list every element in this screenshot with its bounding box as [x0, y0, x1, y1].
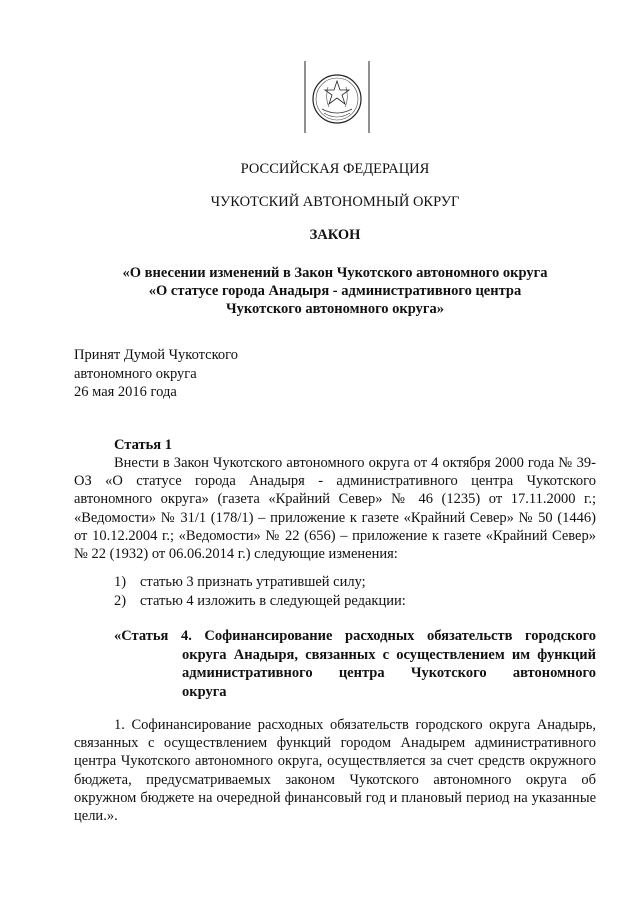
- head-word: «Статья: [114, 628, 169, 644]
- region-heading: ЧУКОТСКИЙ АВТОНОМНЫЙ ОКРУГ: [210, 194, 460, 210]
- list-item-number: 2): [114, 592, 127, 609]
- head-word: расходных: [345, 628, 415, 644]
- country-heading: РОССИЙСКАЯ ФЕДЕРАЦИЯ: [240, 161, 430, 177]
- document-type-heading: ЗАКОН: [309, 227, 361, 243]
- head-word: 4.: [180, 628, 192, 644]
- quoted-article-heading: [114, 627, 596, 701]
- quoted-article-title-body: [182, 646, 596, 702]
- law-title-line-1: «О внесении изменений в Закон Чукотского автономного округа: [122, 265, 548, 281]
- quoted-article-paragraph: [74, 716, 596, 825]
- quoted-article-paragraph-text: 1. Софинансирование расходных обязательств городского округа Анадырь, связанных с осуществлением функций городом Анадырем административного центра Чукотского автономного округа, осуществляется за счет средств окружного бюджета, предусматриваемых законом Чукотского автономного округа об окружном бюджете на очередной финансовый год и плановый период на указанные цели.».: [74, 717, 596, 825]
- adoption-line-2: автономного округа: [74, 365, 197, 382]
- quoted-article-title-line: административного центра Чукотского автономного: [182, 665, 596, 681]
- head-word: городского: [525, 628, 597, 644]
- coat-of-arms-emblem-icon: [300, 57, 374, 137]
- quoted-article-title-line: округа Анадыря, связанных с осуществлением им функций: [182, 646, 596, 663]
- quoted-article-head-line: [114, 627, 596, 646]
- article-1-heading: Статья 1: [114, 437, 172, 453]
- adoption-date: 26 мая 2016 года: [74, 384, 177, 400]
- list-item: [114, 573, 594, 592]
- law-title-line-3: Чукотского автономного округа»: [226, 301, 444, 317]
- article-1-text: [74, 454, 596, 563]
- adoption-note: [74, 346, 374, 402]
- quoted-article-title-line: округа: [182, 683, 227, 700]
- adoption-line-1: Принят Думой Чукотского: [74, 347, 239, 363]
- amendments-list: [114, 573, 594, 610]
- law-title-line-2: «О статусе города Анадыря - административного центра: [148, 283, 522, 299]
- list-item: [114, 592, 594, 611]
- list-item-text: статью 4 изложить в следующей редакции:: [140, 592, 406, 609]
- list-item-number: 1): [114, 574, 127, 590]
- article-1-paragraph: Внести в Закон Чукотского автономного округа от 4 октября 2000 года № 39-ОЗ «О статусе города Анадыря - административного центра Чукотского автономного округа» (газета «Крайний Север» № 46 (1235) от 17.11.2000 г.; «Ведомости» № 31/1 (178/1) – приложение к газете «Крайний Север» № 50 (1446) от 10.12.2004 г.; «Ведомости» № 22 (656) – приложение к газете «Крайний Север» № 22 (1932) от 06.06.2014 г.) следующие изменения:: [74, 455, 596, 563]
- head-word: обязательств: [427, 628, 513, 644]
- list-item-text: статью 3 признать утратившей силу;: [140, 574, 366, 590]
- head-word: Софинансирование: [204, 628, 333, 644]
